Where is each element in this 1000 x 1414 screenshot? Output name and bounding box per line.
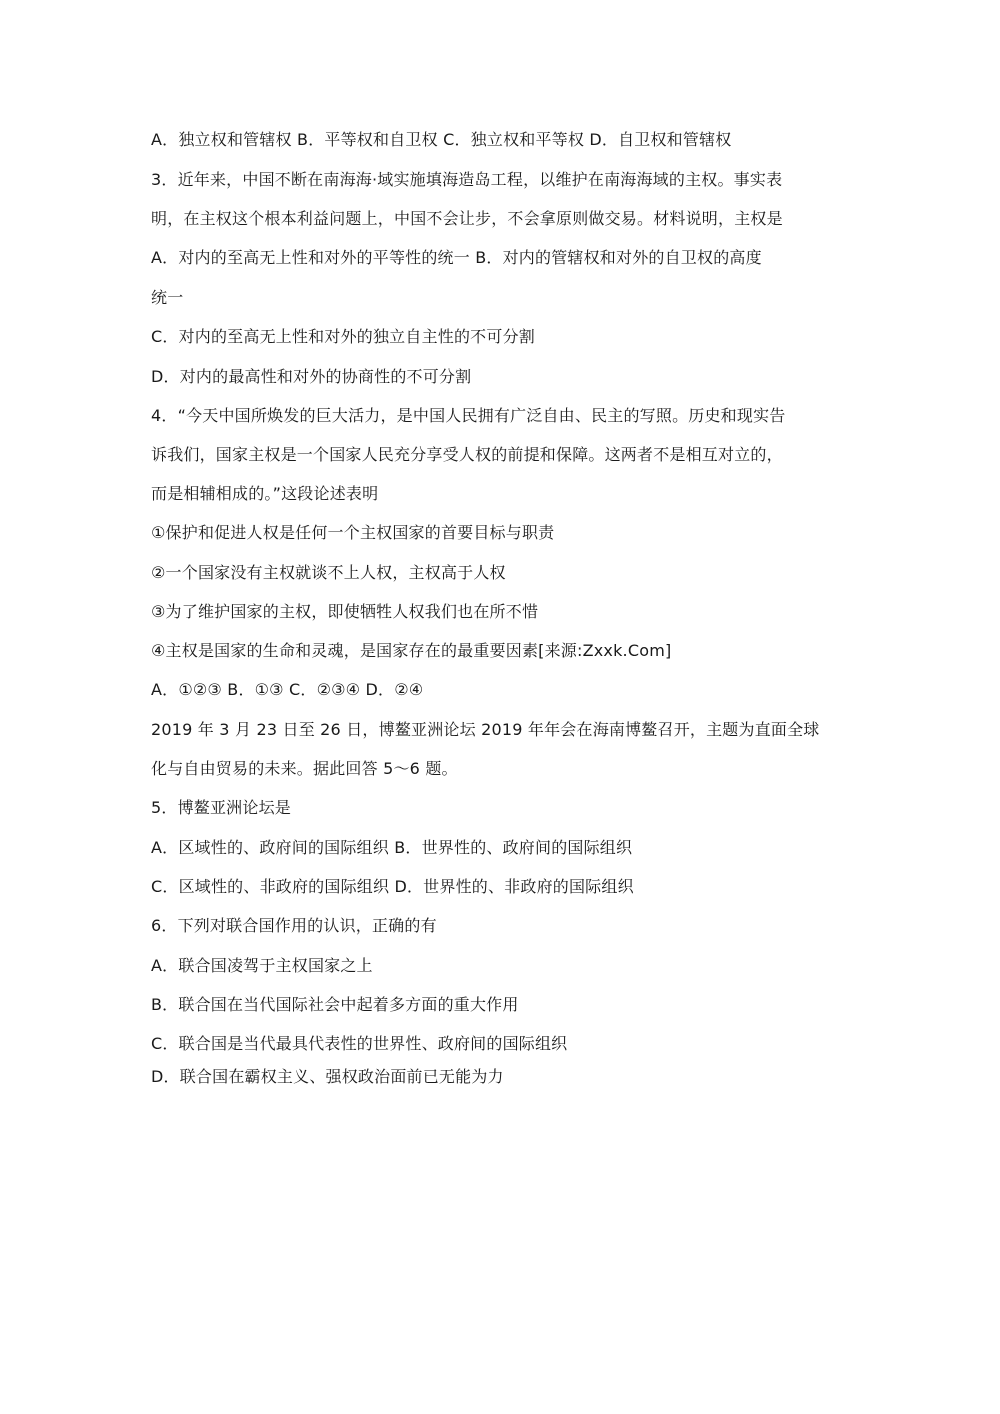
q3-stem-line-2: 明，在主权这个根本利益问题上，中国不会让步，不会拿原则做交易。材料说明，主权是 xyxy=(151,209,783,228)
q3-option-b-cont: 统一 xyxy=(151,288,184,307)
q3-option-c: C．对内的至高无上性和对外的独立自主性的不可分割 xyxy=(151,327,535,346)
q4-statement-3: ③为了维护国家的主权，即使牺牲人权我们也在所不惜 xyxy=(151,602,539,621)
q4-stem-line-2: 诉我们，国家主权是一个国家人民充分享受人权的前提和保障。这两者不是相互对立的， xyxy=(151,445,783,464)
q6-option-b: B．联合国在当代国际社会中起着多方面的重大作用 xyxy=(151,995,519,1014)
q3-option-d: D．对内的最高性和对外的协商性的不可分割 xyxy=(151,367,472,386)
q3-stem-line-1: 3．近年来，中国不断在南海海·域实施填海造岛工程，以维护在南海海域的主权。事实表 xyxy=(151,170,783,189)
material-line-2: 化与自由贸易的未来。据此回答 5～6 题。 xyxy=(151,759,458,778)
q4-stem-line-3: 而是相辅相成的。”这段论述表明 xyxy=(151,484,379,503)
q4-stem-line-1: 4．“今天中国所焕发的巨大活力，是中国人民拥有广泛自由、民主的写照。历史和现实告 xyxy=(151,406,786,425)
q5-stem: 5．博鳌亚洲论坛是 xyxy=(151,798,291,817)
q4-statement-1: ①保护和促进人权是任何一个主权国家的首要目标与职责 xyxy=(151,523,555,542)
q2-options: A．独立权和管辖权 B．平等权和自卫权 C．独立权和平等权 D．自卫权和管辖权 xyxy=(151,130,732,149)
q5-options-ab: A．区域性的、政府间的国际组织 B．世界性的、政府间的国际组织 xyxy=(151,838,633,857)
q4-statement-4: ④主权是国家的生命和灵魂，是国家存在的最重要因素[来源:Zxxk.Com] xyxy=(151,641,672,660)
q6-stem: 6．下列对联合国作用的认识，正确的有 xyxy=(151,916,437,935)
q3-options-ab: A．对内的至高无上性和对外的平等性的统一 B．对内的管辖权和对外的自卫权的高度 xyxy=(151,248,762,267)
q4-statement-2: ②一个国家没有主权就谈不上人权，主权高于人权 xyxy=(151,563,506,582)
q5-options-cd: C．区域性的、非政府的国际组织 D．世界性的、非政府的国际组织 xyxy=(151,877,634,896)
q6-option-d: D．联合国在霸权主义、强权政治面前已无能为力 xyxy=(151,1067,504,1086)
q6-option-a: A．联合国凌驾于主权国家之上 xyxy=(151,956,373,975)
material-line-1: 2019 年 3 月 23 日至 26 日，博鳌亚洲论坛 2019 年年会在海南博鳌召开，主题为直面全球 xyxy=(151,720,820,739)
q6-option-c: C．联合国是当代最具代表性的世界性、政府间的国际组织 xyxy=(151,1034,568,1053)
q4-options: A．①②③ B．①③ C．②③④ D．②④ xyxy=(151,680,424,699)
